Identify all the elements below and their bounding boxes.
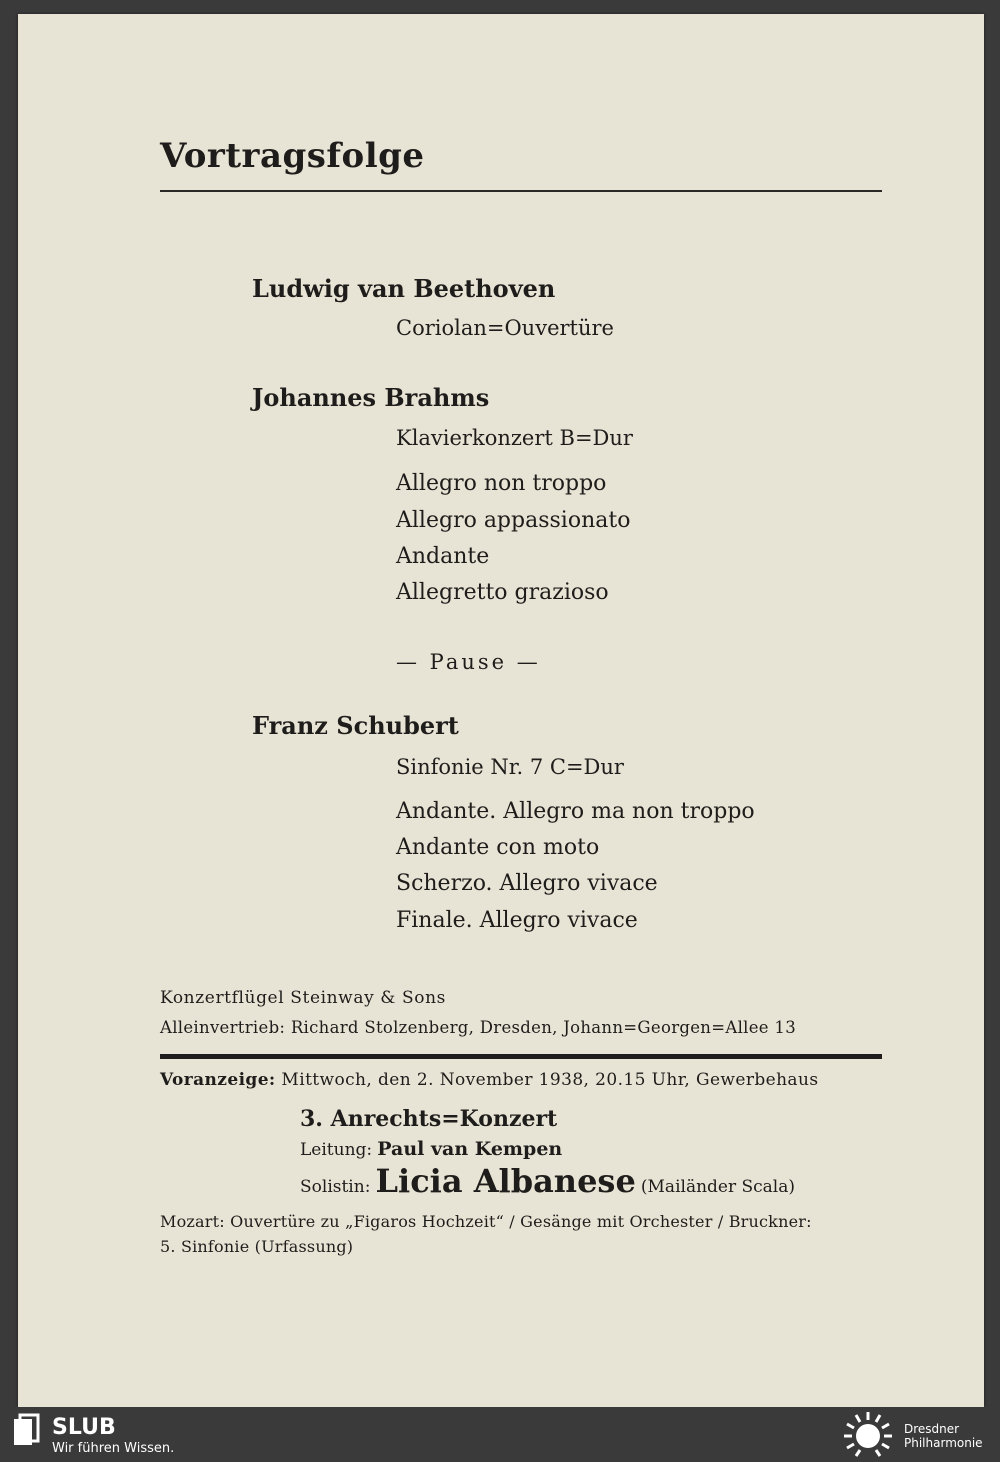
preview-label: Voranzeige:	[160, 1070, 276, 1090]
soloist-line	[300, 1162, 795, 1200]
dp-line1: Dresdner	[904, 1422, 960, 1436]
movement: Andante. Allegro ma non troppo	[396, 799, 755, 824]
concert-title: 3. Anrechts=Konzert	[300, 1106, 558, 1132]
soloist-label: Solistin:	[300, 1177, 371, 1197]
work-coriolan: Coriolan=Ouvertüre	[396, 316, 614, 340]
movement: Scherzo. Allegro vivace	[396, 871, 658, 896]
movement: Finale. Allegro vivace	[396, 908, 638, 933]
soloist-note: (Mailänder Scala)	[640, 1177, 796, 1197]
movement: Andante con moto	[396, 835, 600, 860]
preview-divider	[160, 1054, 882, 1059]
title-divider	[160, 190, 882, 192]
movement: Andante	[396, 544, 490, 569]
slub-logo-icon	[12, 1413, 42, 1453]
movement: Allegretto grazioso	[396, 580, 609, 605]
composer-brahms: Johannes Brahms	[252, 383, 490, 412]
composer-schubert: Franz Schubert	[252, 711, 459, 740]
composer-beethoven: Ludwig van Beethoven	[252, 274, 556, 303]
dresdner-philharmonie-name	[904, 1422, 983, 1450]
preview-program-line2: 5. Sinfonie (Urfassung)	[160, 1237, 354, 1256]
dresdner-philharmonie-logo-icon	[842, 1410, 894, 1462]
program-title: Vortragsfolge	[160, 136, 425, 176]
preview-date: Mittwoch, den 2. November 1938, 20.15 Uhr, Gewerbehaus	[281, 1070, 819, 1090]
work-sinfonie: Sinfonie Nr. 7 C=Dur	[396, 755, 624, 779]
conductor-label: Leitung:	[300, 1140, 373, 1160]
preview-program-line1: Mozart: Ouvertüre zu „Figaros Hochzeit“ / Gesänge mit Orchester / Bruckner:	[160, 1212, 812, 1231]
movement: Allegro appassionato	[396, 508, 631, 533]
preview-line	[160, 1070, 818, 1090]
soloist-name: Licia Albanese	[375, 1162, 636, 1200]
slub-name: SLUB	[52, 1415, 116, 1440]
work-klavierkonzert: Klavierkonzert B=Dur	[396, 426, 633, 450]
dp-line2: Philharmonie	[904, 1436, 983, 1450]
slub-tagline: Wir führen Wissen.	[52, 1441, 175, 1456]
distributor-notice: Alleinvertrieb: Richard Stolzenberg, Dresden, Johann=Georgen=Allee 13	[160, 1018, 797, 1037]
intermission-label: — Pause —	[396, 650, 541, 674]
conductor-line	[300, 1138, 562, 1160]
piano-notice: Konzertflügel Steinway & Sons	[160, 988, 446, 1008]
conductor-name: Paul van Kempen	[377, 1138, 563, 1160]
movement: Allegro non troppo	[396, 471, 607, 496]
